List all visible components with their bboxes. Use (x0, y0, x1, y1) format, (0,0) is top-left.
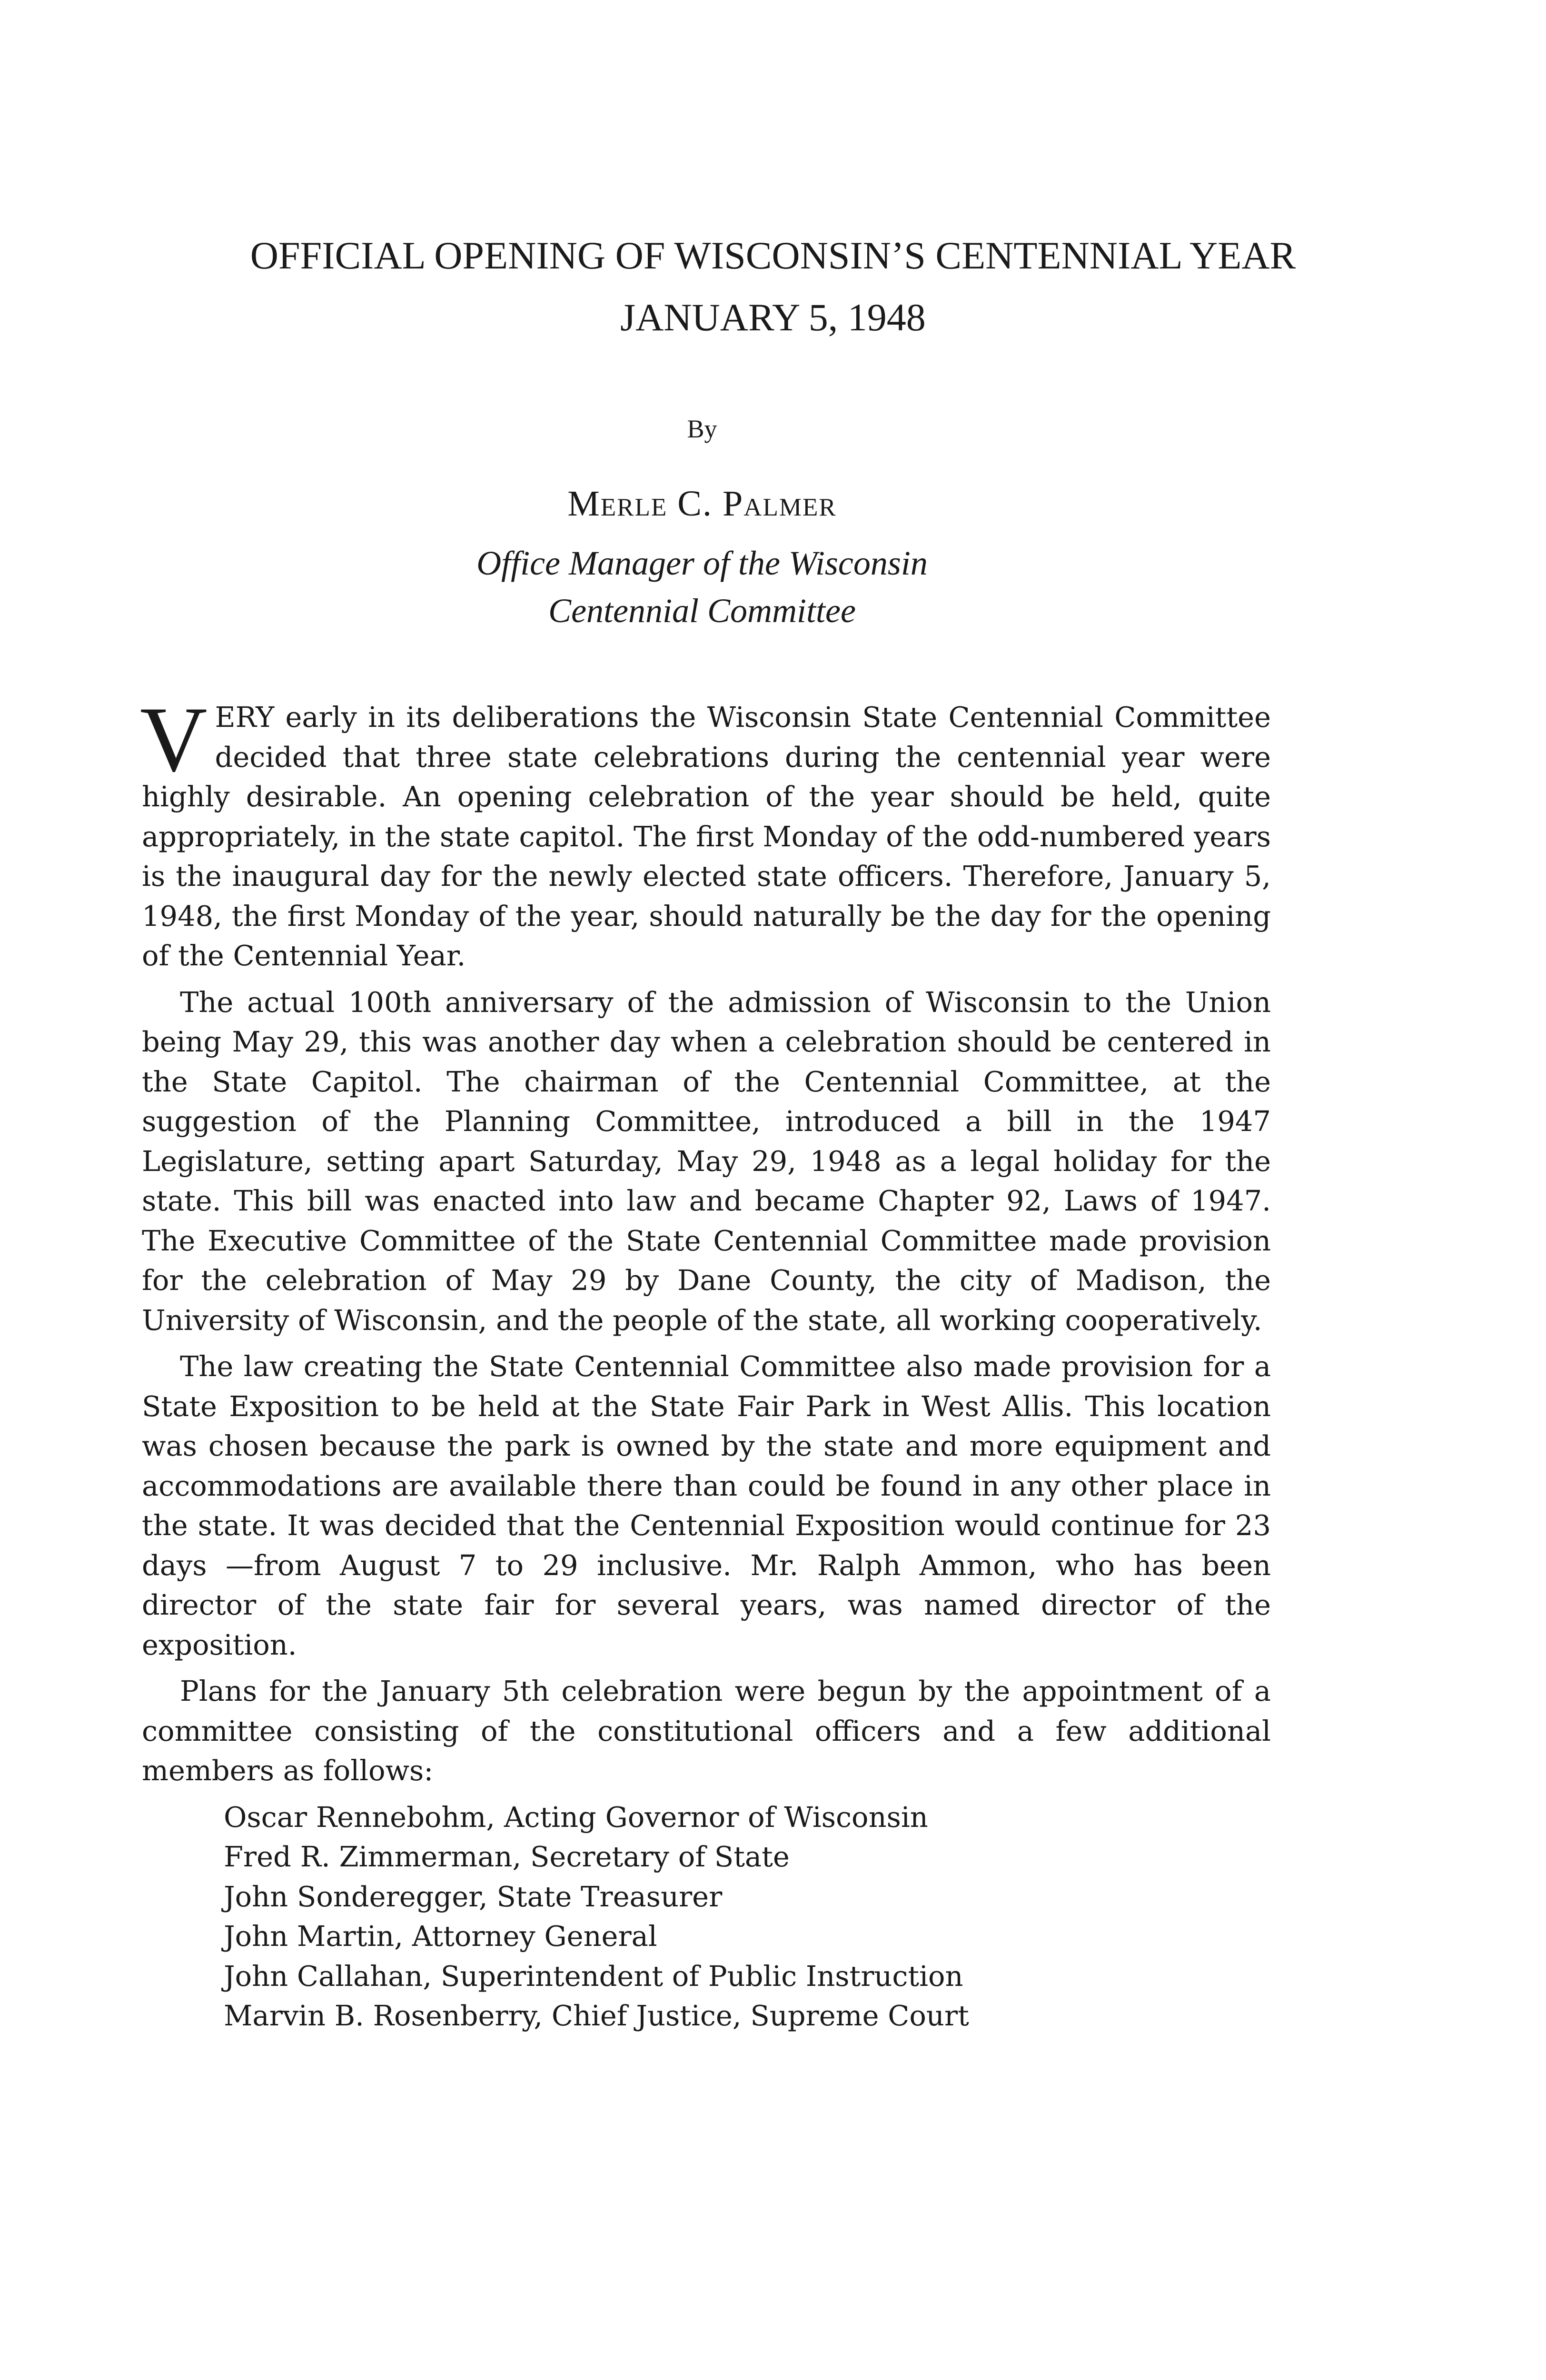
committee-member-list (224, 1797, 1271, 2036)
author-name: Merle C. Palmer (567, 484, 837, 524)
author-affiliation-line-1: Office Manager of the Wisconsin (476, 544, 928, 582)
committee-member: Marvin B. Rosenberry, Chief Justice, Supreme Court (224, 1999, 969, 2032)
author-affiliation-line-2: Centennial Committee (548, 592, 856, 630)
article-body (140, 688, 1271, 2036)
title-line-2: JANUARY 5, 1948 (620, 296, 926, 339)
paragraph-1-text: ERY early in its deliberations the Wisconsin State Centennial Committee decided that three state celebrations during the centennial year were highly desirable. An opening celebration of the year should be held, quite appropriately, in the state capitol. The first Monday of the odd-numbered years is the inaugural day for the newly elected state officers. Therefore, January 5, 1948, the first Monday of the year, should naturally be the day for the opening of the Centennial Year. (142, 701, 1271, 972)
committee-member: John Martin, Attorney General (224, 1920, 657, 1953)
committee-member: John Callahan, Superintendent of Public Instruction (224, 1959, 963, 1993)
committee-member: Fred R. Zimmerman, Secretary of State (224, 1840, 790, 1873)
drop-cap: V (140, 688, 208, 791)
paragraph-2: The actual 100th anniversary of the admission of Wisconsin to the Union being May 29, this was another day when a celebration should be centered in the State Capitol. The chairman of the Centennial Committee, at the suggestion of the Planning Committee, introduced a bill in the 1947 Legislature, setting apart Saturday, May 29, 1948 as a legal holiday for the state. This bill was enacted into law and became Chapter 92, Laws of 1947. The Executive Committee of the State Centennial Committee made provision for the celebration of May 29 by Dane County, the city of Madison, the University of Wisconsin, and the people of the state, all working cooperatively. (142, 985, 1271, 1337)
committee-member: Oscar Rennebohm, Acting Governor of Wisconsin (224, 1800, 928, 1834)
title-line-1: OFFICIAL OPENING OF WISCONSIN’S CENTENNIAL YEAR (250, 234, 1296, 277)
paragraph-1 (140, 688, 1271, 976)
paragraph-4: Plans for the January 5th celebration were begun by the appointment of a committee consisting of the constitutional officers and a few additional members as follows: (142, 1675, 1271, 1787)
byline-label: By (687, 415, 717, 443)
paragraph-3: The law creating the State Centennial Committee also made provision for a State Exposition to be held at the State Fair Park in West Allis. This location was chosen because the park is owned by the state and more equipment and accommodations are available there than could be found in any other place in the state. It was decided that the Centennial Exposition would continue for 23 days —from August 7 to 29 inclusive. Mr. Ralph Ammon, who has been director of the state fair for several years, was named director of the exposition. (142, 1350, 1271, 1661)
committee-member: John Sonderegger, State Treasurer (224, 1880, 723, 1913)
